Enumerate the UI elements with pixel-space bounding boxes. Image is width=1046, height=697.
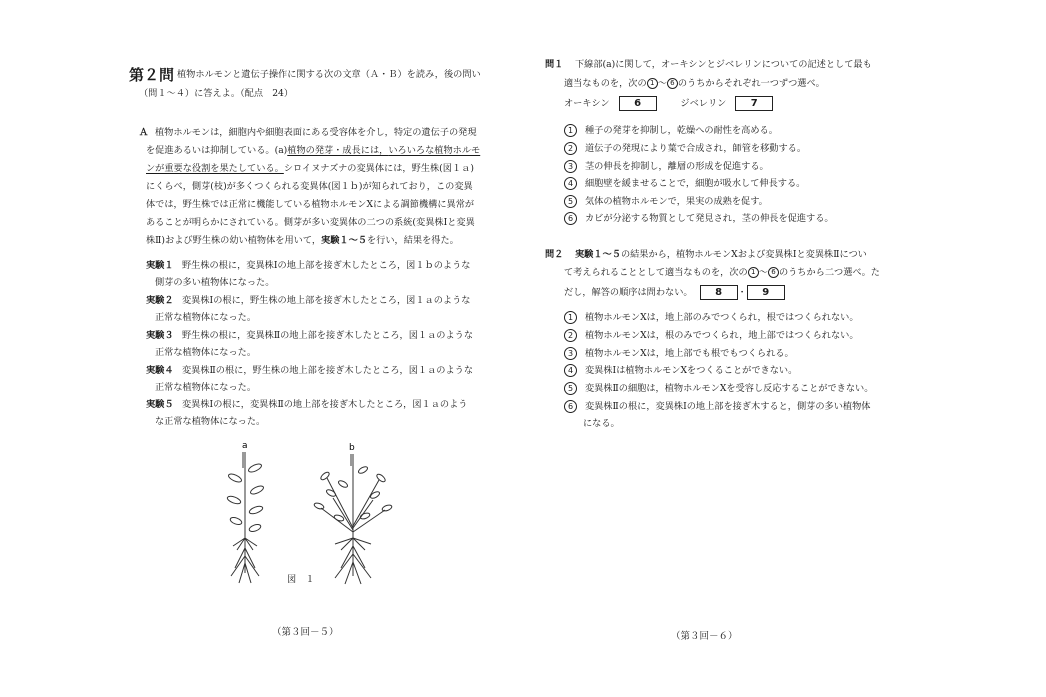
section-a-line-2 [146, 145, 480, 157]
option-number-icon: 5 [564, 382, 577, 395]
section-a-line-7-text: 株Ⅱ)および野生株の幼い植物体を用いて， [146, 235, 322, 246]
gibberellin-answer-box[interactable]: 7 [735, 96, 773, 111]
intro-line-2: （問１～４）に答えよ。（配点 24） [139, 88, 294, 99]
option-text: 変異株Ⅱの根に，変異株Ⅰの地上部を接ぎ木すると，側芽の多い植物体 [585, 401, 871, 412]
q1-range-end: 6 [667, 78, 678, 89]
section-a-line-2-text: を促進あるいは抑制している。 [146, 145, 275, 156]
option-text: 気体の植物ホルモンで，果実の成熟を促す。 [585, 196, 768, 207]
q2-range-end: 6 [768, 267, 779, 278]
q1-line-2-post: のうちからそれぞれ一つずつ選べ。 [677, 78, 825, 89]
underline-a-part-1: 植物の発芽・成長には， [287, 145, 389, 156]
option-text: 種子の発芽を抑制し，乾燥への耐性を高める。 [585, 125, 778, 136]
experiment-2-line-1: 変異株Ⅰの根に，野生株の地上部を接ぎ木したところ，図１ａのような [182, 295, 471, 306]
experiment-3-label: 実験３ [146, 330, 174, 341]
option-text: 植物ホルモンXは，根のみでつくられ，地上部ではつくられない。 [585, 330, 859, 341]
auxin-answer-box[interactable]: 6 [619, 96, 657, 111]
gibberellin-label: ジベレリン [680, 98, 727, 109]
intro-line-1: 植物ホルモンと遺伝子操作に関する次の文章（Ａ・Ｂ）を読み，後の問い [177, 69, 481, 80]
option-text: 植物ホルモンXは，地上部でも根でもつくられる。 [585, 348, 794, 359]
experiment-5-line-2: な正常な植物体になった。 [155, 416, 266, 427]
q2-line-2-post: のうちから二つ選べ。た [778, 267, 880, 278]
option-text: 植物ホルモンXは，地上部のみでつくられ，根ではつくられない。 [585, 312, 859, 323]
left-page-footer: （第３回－５） [272, 627, 339, 638]
experiment-5-label: 実験５ [146, 399, 174, 410]
experiment-4-line-1: 変異株Ⅱの根に，野生株の地上部を接ぎ木したところ，図１ａのような [182, 365, 474, 376]
experiment-5-line-1: 変異株Ⅰの根に，変異株Ⅱの地上部を接ぎ木したところ，図１ａのよう [182, 399, 468, 410]
section-a-line-5: 体では，野生株では正常に機能している植物ホルモンXによる調節機構に異常が [146, 199, 475, 210]
q2-answer-box-2[interactable]: 9 [747, 285, 785, 300]
experiment-3-line-1: 野生株の根に，変異株Ⅱの地上部を接ぎ木したところ，図１ａのような [182, 330, 474, 341]
option-text: 変異株Ⅰは植物ホルモンXをつくることができない。 [585, 365, 798, 376]
q2-line-1-text: の結果から，植物ホルモンXおよび変異株Ⅰと変異株Ⅱについ [620, 249, 867, 260]
option-number-icon: 1 [564, 124, 577, 137]
q2-line-1 [575, 249, 867, 261]
experiments-ref: 実験１～５ [321, 235, 367, 246]
q2-range-start: 1 [748, 267, 759, 278]
section-a-line-7-end: を行い，結果を得た。 [366, 235, 459, 246]
q2-option-6[interactable] [564, 400, 871, 413]
q2-option-4[interactable] [564, 364, 797, 377]
figure-1-illustration [215, 438, 395, 588]
section-a-line-1: 植物ホルモンは，細胞内や細胞表面にある受容体を介し，特定の遺伝子の発現 [155, 127, 477, 138]
q1-option-2[interactable] [564, 142, 806, 155]
q1-option-3[interactable] [564, 160, 769, 173]
figure-label-a: a [242, 441, 248, 451]
q2-label: 問２ [545, 249, 564, 260]
q2-line-2-pre: て考えられることとして適当なものを，次の [564, 267, 748, 278]
experiment-4-line-2: 正常な植物体になった。 [155, 382, 257, 393]
option-number-icon: 6 [564, 212, 577, 225]
option-number-icon: 4 [564, 364, 577, 377]
q2-line-3-text: だし，解答の順序は問わない。 [564, 287, 693, 298]
q1-option-5[interactable] [564, 195, 768, 208]
option-number-icon: 3 [564, 347, 577, 360]
figure-caption: 図 １ [287, 574, 315, 585]
q1-option-4[interactable] [564, 177, 805, 190]
section-a-label: Ａ [139, 127, 149, 138]
q2-option-2[interactable] [564, 329, 859, 342]
plant-b-drawing [313, 454, 392, 584]
option-text: 茎の伸長を抑制し，離層の形成を促進する。 [585, 161, 769, 172]
auxin-label: オーキシン [564, 98, 610, 109]
option-number-icon: 2 [564, 329, 577, 342]
experiment-1-label: 実験１ [146, 260, 174, 271]
q2-option-6-continued: になる。 [583, 418, 620, 429]
q2-option-1[interactable] [564, 311, 859, 324]
q2-option-3[interactable] [564, 347, 794, 360]
section-a-line-4: にくらべ，側芽(枝)が多くつくられる変異体(図１ｂ)が知られており，この変異 [146, 181, 473, 192]
experiment-3-line-2: 正常な植物体になった。 [155, 347, 257, 358]
section-a-line-6: あることが明らかにされている。側芽が多い変異体の二つの系統(変異株Ⅰと変異 [146, 217, 475, 228]
q1-line-2 [564, 78, 825, 90]
experiment-2-label: 実験２ [146, 295, 174, 306]
option-number-icon: 1 [564, 311, 577, 324]
q1-option-6[interactable] [564, 212, 834, 225]
q2-range-tilde: ～ [758, 267, 768, 278]
q1-range-tilde: ～ [657, 78, 667, 89]
option-number-icon: 2 [564, 142, 577, 155]
q2-line-3 [564, 285, 785, 300]
experiment-1-line-2: 側芽の多い植物体になった。 [155, 277, 275, 288]
q1-answer-row [564, 96, 773, 111]
question-heading: 第２問 [129, 66, 175, 84]
figure-1 [215, 438, 395, 588]
q2-experiments-ref: 実験１～５ [575, 249, 621, 260]
underline-mark-a: (a) [274, 145, 288, 156]
q2-answer-box-1[interactable]: 8 [700, 285, 738, 300]
section-a-line-3 [146, 163, 474, 175]
option-text: 細胞壁を緩ませることで，細胞が吸水して伸長する。 [585, 178, 806, 189]
q2-option-5[interactable] [564, 382, 873, 395]
underline-a-part-3: ンが重要な役割を果たしている。 [146, 163, 284, 174]
option-text: 道伝子の発現により葉で合成され，師管を移動する。 [585, 143, 807, 154]
experiment-2-line-2: 正常な植物体になった。 [155, 312, 257, 323]
underline-a-part-2: いろいろな植物ホルモ [388, 145, 481, 156]
q2-answer-separator: ・ [737, 287, 747, 298]
option-text: カビが分泌する物質として発見され，茎の伸長を促進する。 [585, 213, 834, 224]
section-a-line-7 [146, 235, 459, 247]
q1-line-1: 下線部(a)に関して，オーキシンとジベレリンについての記述として最も [575, 59, 872, 70]
plant-a-drawing [226, 452, 264, 583]
option-number-icon: 4 [564, 177, 577, 190]
right-page [523, 0, 1046, 697]
option-number-icon: 6 [564, 400, 577, 413]
right-page-footer: （第３回－６） [671, 631, 738, 642]
q1-line-2-pre: 適当なものを，次の [564, 78, 647, 89]
experiment-4-label: 実験４ [146, 365, 174, 376]
figure-label-b: b [349, 443, 355, 453]
q2-line-2 [564, 267, 880, 279]
option-number-icon: 3 [564, 160, 577, 173]
q1-range-start: 1 [647, 78, 658, 89]
q1-label: 問１ [545, 59, 564, 70]
experiment-1-line-1: 野生株の根に，変異株Ⅰの地上部を接ぎ木したところ，図１ｂのような [182, 260, 471, 271]
q1-option-1[interactable] [564, 124, 778, 137]
option-number-icon: 5 [564, 195, 577, 208]
section-a-line-3-text: シロイヌナズナの変異体には，野生株(図１ａ) [283, 163, 474, 174]
option-text: 変異株Ⅱの細胞は，植物ホルモンXを受容し反応することができない。 [585, 383, 874, 394]
